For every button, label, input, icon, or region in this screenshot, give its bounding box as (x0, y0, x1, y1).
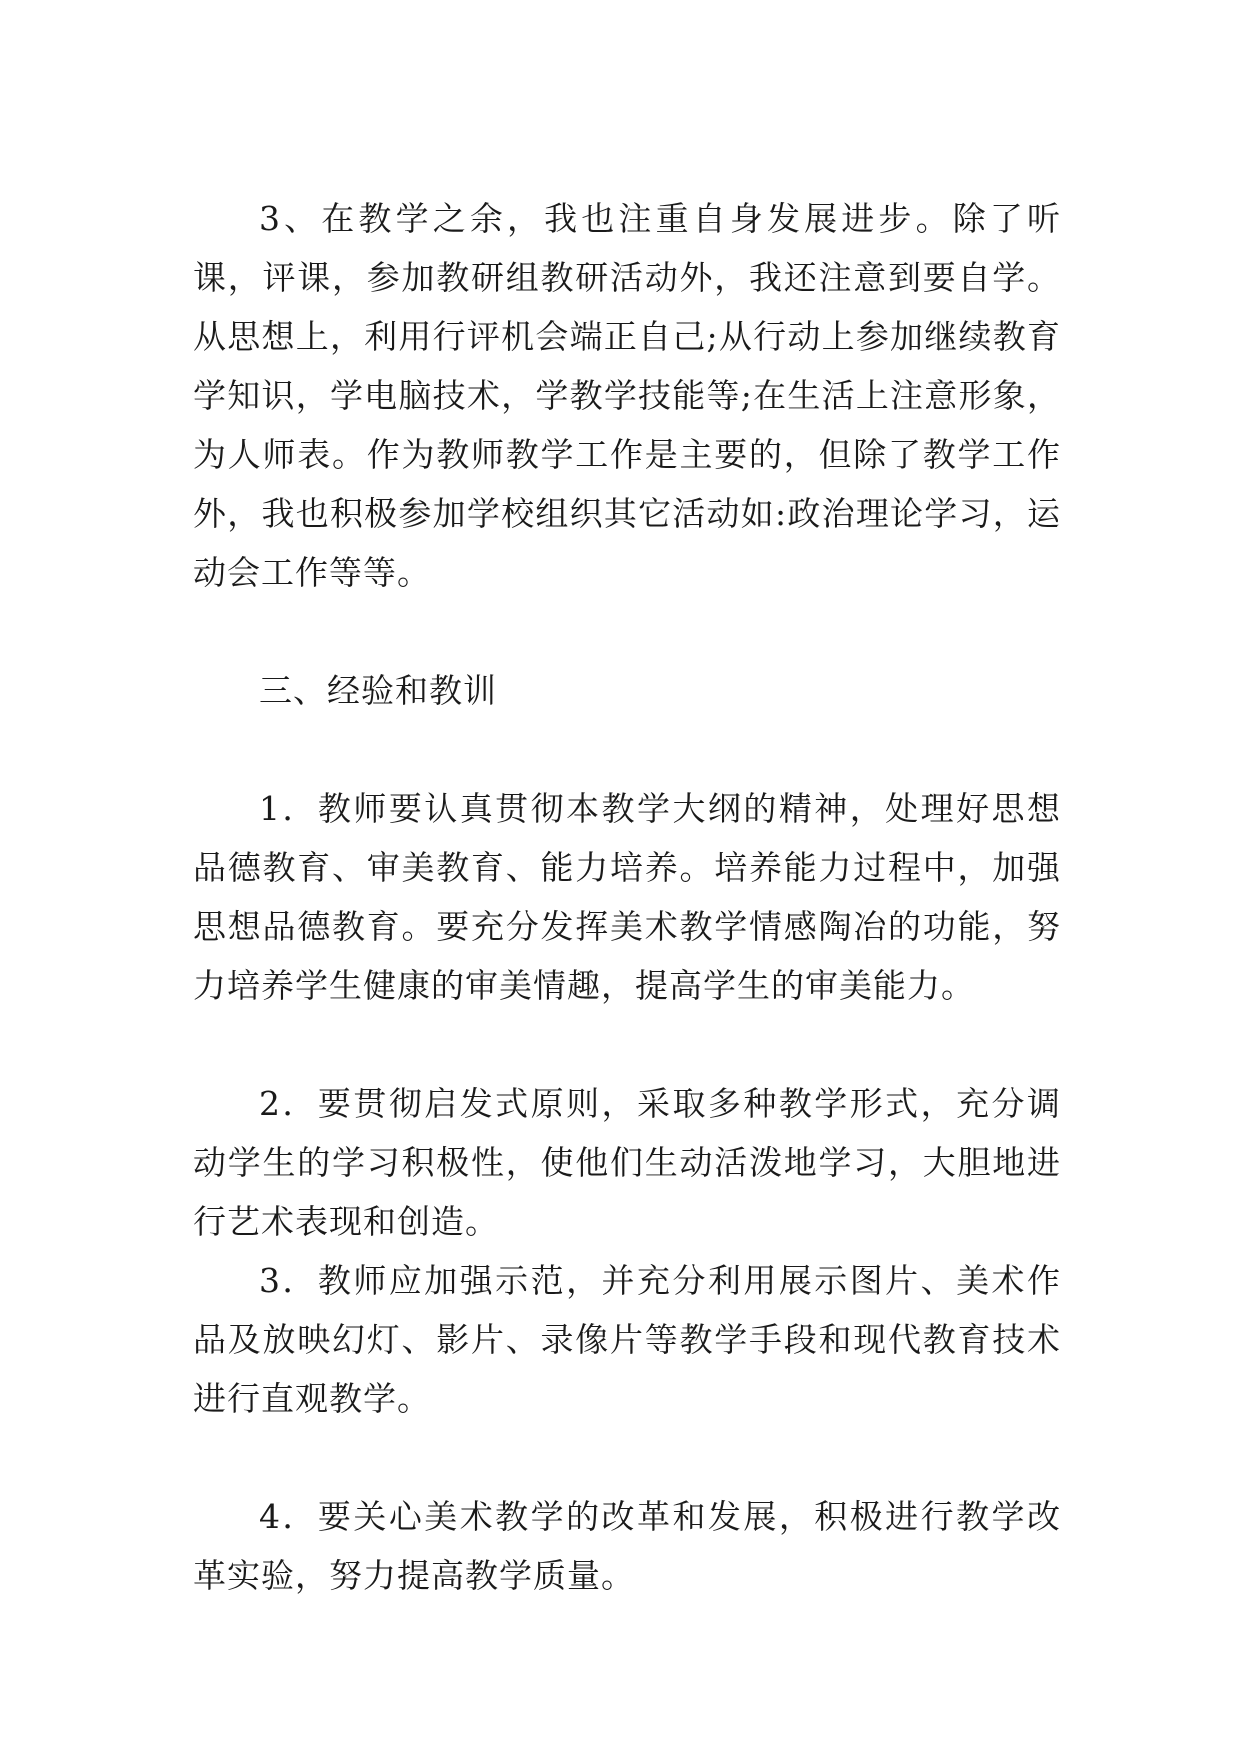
paragraph-self-development: 3、在教学之余，我也注重自身发展进步。除了听课，评课，参加教研组教研活动外，我还注意到要自学。从思想上，利用行评机会端正自己;从行动上参加继续教育学知识，学电脑技术，学教学技能等;在生活上注意形象，为人师表。作为教师教学工作是主要的，但除了教学工作外，我也积极参加学校组织其它活动如:政治理论学习，运动会工作等等。 (193, 199, 1061, 592)
document-body (193, 189, 1061, 1605)
paragraph-point-4: 4．要关心美术教学的改革和发展，积极进行教学改革实验，努力提高教学质量。 (193, 1497, 1061, 1595)
paragraph-point-2: 2．要贯彻启发式原则，采取多种教学形式，充分调动学生的学习积极性，使他们生动活泼地学习，大胆地进行艺术表现和创造。 (193, 1084, 1061, 1241)
paragraph-point-3: 3．教师应加强示范，并充分利用展示图片、美术作品及放映幻灯、影片、录像片等教学手段和现代教育技术进行直观教学。 (193, 1261, 1061, 1418)
section-heading-experience-lessons: 三、经验和教训 (259, 671, 497, 710)
paragraph-point-1: 1．教师要认真贯彻本教学大纲的精神，处理好思想品德教育、审美教育、能力培养。培养能力过程中，加强思想品德教育。要充分发挥美术教学情感陶冶的功能，努力培养学生健康的审美情趣，提高学生的审美能力。 (193, 789, 1061, 1005)
